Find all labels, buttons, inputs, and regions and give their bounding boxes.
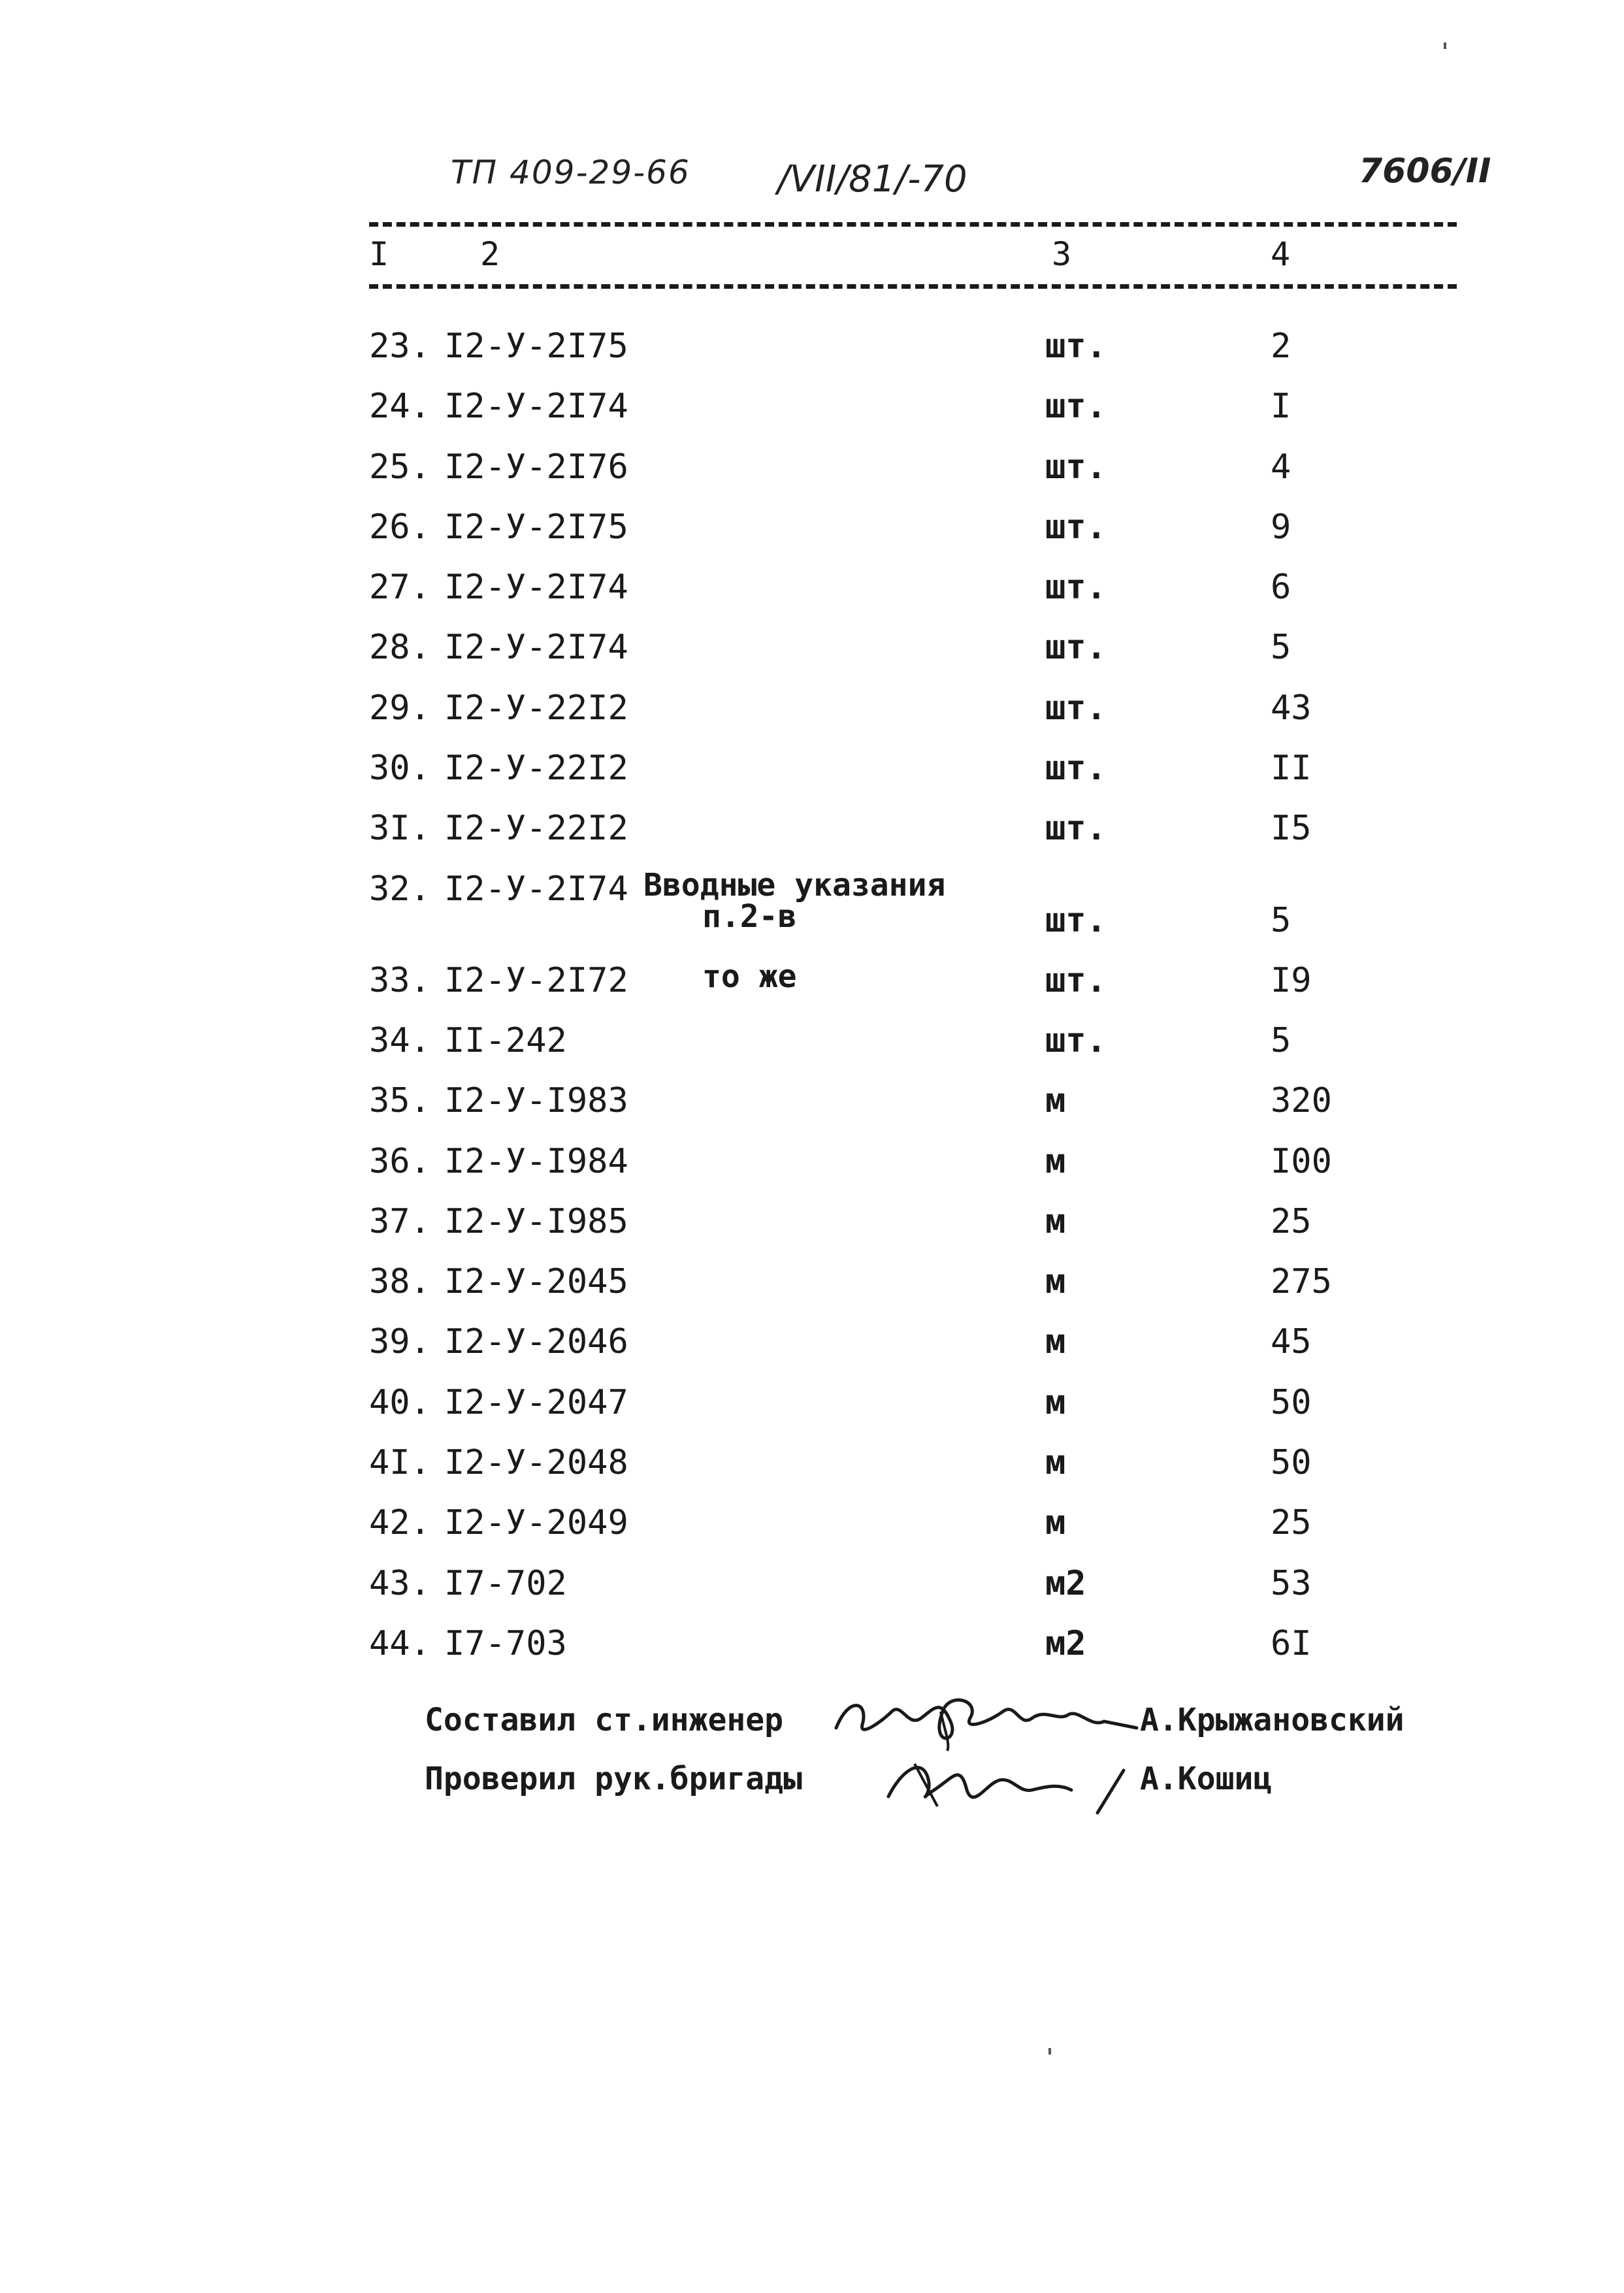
- row-number: 30.: [369, 749, 430, 789]
- table-row: [0, 628, 1624, 688]
- table-row: [0, 1383, 1624, 1443]
- item-code: I2-У-2I76: [444, 447, 628, 487]
- row-number: 34.: [369, 1020, 430, 1060]
- document-number: 7606/II: [1359, 152, 1491, 191]
- document-code: ТП 409-29-66: [451, 154, 690, 191]
- compiled-by-label: Составил ст.инженер: [425, 1702, 784, 1738]
- unit: м2: [1045, 1563, 1086, 1603]
- quantity: 275: [1271, 1262, 1332, 1302]
- note-line-1: то же: [702, 958, 797, 995]
- unit: м: [1045, 1201, 1066, 1241]
- unit: шт.: [1045, 1020, 1107, 1060]
- row-number: 35.: [369, 1081, 430, 1121]
- table-row: [0, 1021, 1624, 1081]
- quantity: 45: [1271, 1322, 1312, 1362]
- unit: м: [1045, 1141, 1066, 1181]
- unit: шт.: [1045, 628, 1107, 668]
- row-number: 23.: [369, 327, 430, 366]
- quantity: 50: [1271, 1382, 1312, 1422]
- unit: шт.: [1045, 960, 1107, 1000]
- quantity: 5: [1271, 900, 1291, 940]
- row-number: 28.: [369, 628, 430, 668]
- note-line-2: п.2-в: [702, 898, 797, 935]
- table-row: [0, 1503, 1624, 1563]
- unit: м: [1045, 1262, 1066, 1302]
- signature-checker: [875, 1744, 1163, 1816]
- table-row: [0, 1443, 1624, 1503]
- item-code: I2-У-2I74: [444, 568, 628, 608]
- item-code: I2-У-2049: [444, 1503, 628, 1543]
- quantity: II: [1271, 749, 1312, 789]
- table-row: [0, 749, 1624, 809]
- unit: шт.: [1045, 749, 1107, 789]
- compiled-by-name: А.Крыжановский: [1140, 1702, 1405, 1738]
- scan-speck: [1444, 42, 1446, 49]
- table-body: [0, 327, 1624, 1684]
- unit: шт.: [1045, 327, 1107, 366]
- column-header-2: 2: [480, 235, 500, 273]
- table-top-rule: [369, 222, 1457, 227]
- row-number: 44.: [369, 1623, 430, 1663]
- table-row: [0, 809, 1624, 869]
- row-number: 32.: [369, 869, 430, 909]
- row-number: 38.: [369, 1262, 430, 1302]
- row-number: 40.: [369, 1382, 430, 1422]
- signature-compiler: [830, 1682, 1143, 1754]
- quantity: 5: [1271, 1020, 1291, 1060]
- item-code: I2-У-I985: [444, 1201, 628, 1241]
- table-row: [0, 958, 1624, 1021]
- row-number: 24.: [369, 387, 430, 427]
- table-row: [0, 1322, 1624, 1382]
- quantity: 25: [1271, 1503, 1312, 1543]
- column-header-3: 3: [1052, 235, 1072, 273]
- table-row: [0, 1262, 1624, 1322]
- quantity: 53: [1271, 1563, 1312, 1603]
- item-code: I2-У-2I75: [444, 327, 628, 366]
- item-code: I2-У-2045: [444, 1262, 628, 1302]
- row-number: 39.: [369, 1322, 430, 1362]
- column-header-1: I: [369, 235, 389, 273]
- item-code: I2-У-22I2: [444, 688, 628, 728]
- table-row: [0, 327, 1624, 387]
- item-code: I2-У-22I2: [444, 809, 628, 849]
- item-code: I2-У-I983: [444, 1081, 628, 1121]
- table-row: [0, 866, 1624, 961]
- checked-by-name: А.Кошиц: [1140, 1761, 1273, 1797]
- unit: шт.: [1045, 688, 1107, 728]
- item-code: I7-702: [444, 1563, 567, 1603]
- row-number: 37.: [369, 1201, 430, 1241]
- item-code: I2-У-I984: [444, 1141, 628, 1181]
- item-code: I2-У-2I72: [444, 960, 628, 1000]
- row-note: [643, 866, 946, 935]
- scan-speck: [1048, 2048, 1051, 2055]
- item-code: I7-703: [444, 1623, 567, 1663]
- note-line-1: Вводные указания: [643, 866, 946, 903]
- table-row: [0, 1624, 1624, 1684]
- unit: шт.: [1045, 507, 1107, 547]
- row-number: 4I.: [369, 1443, 430, 1483]
- unit: шт.: [1045, 447, 1107, 487]
- table-row: [0, 689, 1624, 749]
- row-number: 26.: [369, 507, 430, 547]
- table-header-rule: [369, 284, 1457, 289]
- unit: шт.: [1045, 568, 1107, 608]
- row-number: 43.: [369, 1563, 430, 1603]
- quantity: 4: [1271, 447, 1291, 487]
- item-code: I2-У-2048: [444, 1443, 628, 1483]
- unit: шт.: [1045, 387, 1107, 427]
- item-code: I2-У-2I74: [444, 387, 628, 427]
- row-number: 29.: [369, 688, 430, 728]
- quantity: 320: [1271, 1081, 1332, 1121]
- row-note: [643, 958, 797, 995]
- unit: шт.: [1045, 900, 1107, 940]
- quantity: I00: [1271, 1141, 1332, 1181]
- unit: м: [1045, 1081, 1066, 1121]
- unit: м2: [1045, 1623, 1086, 1663]
- quantity: 2: [1271, 327, 1291, 366]
- item-code: I2-У-2046: [444, 1322, 628, 1362]
- unit: шт.: [1045, 809, 1107, 849]
- item-code: I2-У-22I2: [444, 749, 628, 789]
- row-number: 27.: [369, 568, 430, 608]
- quantity: I5: [1271, 809, 1312, 849]
- row-number: 3I.: [369, 809, 430, 849]
- row-number: 33.: [369, 960, 430, 1000]
- item-code: I2-У-2047: [444, 1382, 628, 1422]
- item-code: I2-У-2I75: [444, 507, 628, 547]
- quantity: 50: [1271, 1443, 1312, 1483]
- table-row: [0, 1202, 1624, 1262]
- item-code: I2-У-2I74: [444, 869, 628, 909]
- table-row: [0, 1564, 1624, 1624]
- quantity: 25: [1271, 1201, 1312, 1241]
- column-header-4: 4: [1271, 235, 1291, 273]
- unit: м: [1045, 1322, 1066, 1362]
- quantity: 9: [1271, 507, 1291, 547]
- quantity: 5: [1271, 628, 1291, 668]
- sheet-reference: /VII/81/-70: [777, 158, 967, 201]
- quantity: 6I: [1271, 1623, 1312, 1663]
- quantity: 6: [1271, 568, 1291, 608]
- quantity: I: [1271, 387, 1291, 427]
- item-code: I2-У-2I74: [444, 628, 628, 668]
- row-number: 42.: [369, 1503, 430, 1543]
- table-row: [0, 568, 1624, 628]
- quantity: 43: [1271, 688, 1312, 728]
- checked-by-label: Проверил рук.бригады: [425, 1761, 802, 1797]
- table-row: [0, 1142, 1624, 1202]
- unit: м: [1045, 1443, 1066, 1483]
- table-row: [0, 508, 1624, 568]
- unit: м: [1045, 1382, 1066, 1422]
- table-row: [0, 387, 1624, 447]
- item-code: II-242: [444, 1020, 567, 1060]
- row-number: 36.: [369, 1141, 430, 1181]
- quantity: I9: [1271, 960, 1312, 1000]
- table-row: [0, 447, 1624, 508]
- table-row: [0, 1081, 1624, 1141]
- unit: м: [1045, 1503, 1066, 1543]
- row-number: 25.: [369, 447, 430, 487]
